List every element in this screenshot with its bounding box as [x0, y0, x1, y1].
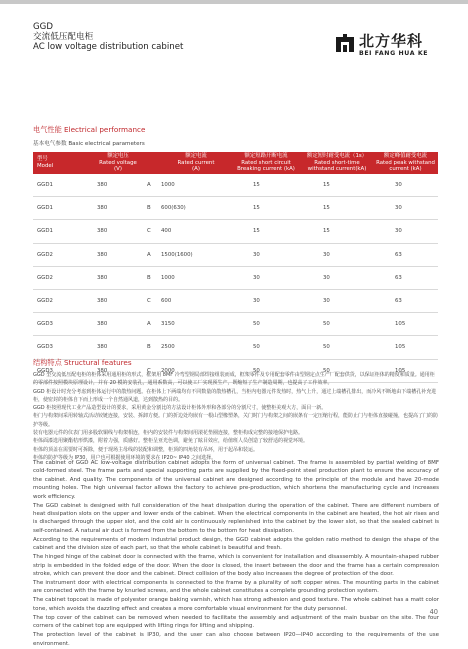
table-cell: 380 [89, 336, 147, 359]
en-paragraph: The top cover of the cabinet can be removed when needed to facilitate the assembly and adjustment of the main busbar on the site. The four corners of the cabinet top are equipped with lifting rings for lifting and shipping. [33, 614, 439, 630]
page-number: 40 [429, 608, 438, 616]
column-header-unit: withstand current(kA) [307, 166, 367, 173]
column-header-cn: 额定电压 [107, 153, 129, 160]
en-paragraph: The hinged hinge of the cabinet door is connected with the frame, which is convenient for installation and disassembly. A mountain-shaped rubber strip is embedded in the folded edge of the door. When the door is closed, the insert between the door and the frame has a certain compression stroke, which can prevent the door and the cabinet. Direct collision of the body also increases the degree of protection of the door. [33, 554, 439, 578]
table-cell: 1000 [161, 174, 231, 197]
table-cell: 15 [301, 220, 373, 243]
table-cell: 50 [301, 336, 373, 359]
table-cell: 380 [89, 359, 147, 382]
en-paragraph: The instrument door with electrical components is connected to the frame by a plurality of soft copper wires. The mounting parts in the cabinet are connected with the frame by knurled screws, and the whole cabinet constitutes a complete grounding protection system. [33, 580, 439, 595]
table-cell: 30 [301, 243, 373, 266]
logo-name-en: BEI FANG HUA KE [359, 50, 429, 57]
column-header-unit: (V) [114, 166, 122, 173]
table-cell: 63 [373, 289, 438, 312]
table-cell: 50 [231, 336, 301, 359]
table-cell: 105 [373, 359, 438, 382]
table-cell: 380 [89, 220, 147, 243]
column-header-unit: (A) [192, 166, 200, 173]
table-row [33, 243, 438, 266]
cn-paragraph: GGD 柜设计时充分考虑到柜体运行中的散热问题。在柜体上下两端均有不同数量的散热槽孔，当柜内电器元件发热时，热气上升，通过上端槽孔排出，而冷风不断地由下端槽孔补充进柜，使密封的柜体自下而上形成一个自然通风道，达到散热的目的。 [33, 388, 437, 403]
electrical-heading: 电气性能 Electrical performance [33, 125, 146, 134]
table-cell: GGD1 [33, 220, 89, 243]
table-cell: B [147, 197, 161, 220]
table-cell: 380 [89, 289, 147, 312]
table-cell: 63 [373, 266, 438, 289]
cn-paragraph: 柜体面漆选用聚酯桔形烘漆，附着力强，质感好。整柜呈亚光色调，避免了眩目效应，给值班人员创造了较舒适的视觉环境。 [33, 438, 309, 445]
table-cell: C [147, 220, 161, 243]
table-row [33, 197, 438, 220]
table-cell: 30 [373, 220, 438, 243]
column-header-en: Rated short circuit [241, 159, 291, 166]
column-header [373, 152, 438, 174]
table-cell: 2000 [161, 359, 231, 382]
cn-paragraph: 柜体的顶盖在需要时可拆除，便于现场主母线的装配和调整，柜顶的四角装有吊环，用于起吊和装运。 [33, 446, 259, 453]
table-row [33, 289, 438, 312]
table-cell: 30 [231, 243, 301, 266]
column-header-en: Rated peak withstand [376, 159, 435, 166]
table-cell: 30 [373, 197, 438, 220]
en-paragraph: The GGD cabinet is designed with full consideration of the heat dissipation during the operation of the cabinet. There are different numbers of heat dissipation slots on the upper and lower ends of the cabinet. When the electrical components in the cabinet are heated, the hot air rises and is discharged through the upper slot, and the cold air is continuously replenished into the cabinet by the lower slot, so that the sealed cabinet is self-contained. A natural air duct is formed from the bottom to the bottom for heat dissipation. [33, 502, 439, 534]
cn-paragraph: 装有电器元件的仪表门用多股软铜线与构架相连，柜内的安装件与构架间用滚花垫圈连接，整柜构成完整的接地保护电路。 [33, 430, 304, 437]
column-header-spacer [147, 152, 161, 174]
top-rule [0, 0, 468, 4]
table-row [33, 266, 438, 289]
table-cell: B [147, 266, 161, 289]
en-paragraph: According to the requirements of modern industrial product design, the GGD cabinet adopts the golden ratio method to design the shape of the cabinet and the division size of each part, so that the whole cabinet is beautiful and fresh. [33, 536, 439, 552]
table-cell: 50 [231, 359, 301, 382]
structural-en-text [33, 459, 439, 649]
table-cell: 380 [89, 174, 147, 197]
table-cell: 600 [161, 289, 231, 312]
table-cell: 15 [301, 197, 373, 220]
table-row [33, 336, 438, 359]
table-header-row [33, 152, 438, 174]
table-cell: 380 [89, 266, 147, 289]
column-header [33, 152, 89, 174]
electrical-subheading: 基本电气参数 Basic electrical parameters [33, 141, 145, 147]
table-cell: 15 [231, 197, 301, 220]
title-cn: 交流低压配电柜 [33, 32, 94, 42]
table-cell: 380 [89, 313, 147, 336]
table-cell: GGD2 [33, 289, 89, 312]
table-cell: 380 [89, 197, 147, 220]
table-cell: 380 [89, 243, 147, 266]
table-cell: 15 [301, 174, 373, 197]
table-cell: GGD3 [33, 313, 89, 336]
table-cell: A [147, 313, 161, 336]
table-cell: 63 [373, 243, 438, 266]
table-cell: 600(630) [161, 197, 231, 220]
table-cell: GGD1 [33, 197, 89, 220]
table-cell: GGD2 [33, 266, 89, 289]
en-paragraph: The cabinet of GGD AC low-voltage distribution cabinet adopts the form of universal cabinet. The frame is assembled by partial welding of 8MF cold-formed steel. The frame parts and special supporting parts are supplied by the fixed-point steel production plant to ensure the accuracy of the cabinet. And quality. The components of the universal cabinet are designed according to the principle of the module and have 20-mode mounting holes. The high universal factor allows the factory to achieve pre-production, which shortens the manufacturing cycle and increases work efficiency. [33, 460, 439, 500]
table-cell: 30 [373, 174, 438, 197]
table-cell: A [147, 174, 161, 197]
column-header [231, 152, 301, 174]
table-cell: 30 [301, 266, 373, 289]
product-code: GGD [33, 22, 53, 32]
column-header-cn: 额定短路开断电流 [244, 153, 288, 160]
column-header-en: Rated short-time [314, 159, 360, 166]
table-cell: 1500(1600) [161, 243, 231, 266]
table-cell: 30 [231, 266, 301, 289]
parameters-table [33, 152, 438, 383]
table-cell: 3150 [161, 313, 231, 336]
column-header-cn: 额定短时耐受电流（1s） [306, 153, 368, 160]
table-cell: GGD2 [33, 243, 89, 266]
table-cell: 400 [161, 220, 231, 243]
table-cell: 50 [231, 313, 301, 336]
table-cell: 1000 [161, 266, 231, 289]
column-header-cn: 额定电流 [185, 153, 207, 160]
table-cell: 105 [373, 313, 438, 336]
column-header [301, 152, 373, 174]
table-cell: 30 [301, 289, 373, 312]
cn-paragraph: GGD 型交流低压配电柜的柜体采用通用柜的形式，框架用 8MF 冷弯型钢局部焊接组装而成，框架零件及专用配套零件由型钢定点生产厂配套供货，以保证柜体的精度和质量。通用柜的零部件按照模块原理设计，并有 20 模的安装孔，通用系数高，可以使工厂实现预生产，既缩短了生产制造周期，也提高了工作效率。 [33, 372, 435, 387]
column-header-en: Model [37, 163, 54, 169]
cn-paragraph: 柜门与构架间采用转轴式活动铰链连接，安装、拆卸方便。门的折边处均嵌有一根山型橡塑条，关门时门与构架之间的嵌条有一定压缩行程，能防止门与柜体直接碰撞，也提高了门的防护等级。 [33, 413, 439, 428]
logo-name-cn: 北方华科 [359, 32, 424, 50]
column-header [161, 152, 231, 174]
table-cell: GGD3 [33, 336, 89, 359]
table-cell: B [147, 336, 161, 359]
table-cell: 50 [301, 313, 373, 336]
table-cell: 15 [231, 220, 301, 243]
column-header-unit: Breaking current (kA) [237, 166, 295, 173]
table-cell: GGD1 [33, 174, 89, 197]
table-cell: A [147, 243, 161, 266]
cn-paragraph: 柜体的防护等级为 IP30，用户也可根据使用环境的要求在 IP20~ IP40 之间选择。 [33, 454, 217, 461]
structural-cn-text [33, 371, 439, 462]
column-header-cn: 型号 [37, 156, 48, 163]
table-body [33, 174, 438, 382]
en-paragraph: The protection level of the cabinet is IP30, and the user can also choose between IP20—IP40 according to the requirements of the use environment. [33, 632, 439, 647]
table-cell: C [147, 359, 161, 382]
table-cell: GGD3 [33, 359, 89, 382]
column-header [89, 152, 147, 174]
column-header-en: Rated current [177, 159, 215, 166]
structural-heading: 结构特点 Structural features [33, 358, 132, 367]
table-row [33, 220, 438, 243]
table-row [33, 313, 438, 336]
en-paragraph: The cabinet topcoat is made of polyester orange baking varnish, which has strong adhesion and good texture. The whole cabinet has a matt color tone, which avoids the dazzling effect and creates a more comfortable visual environment for the duty personnel. [33, 597, 439, 612]
table-cell: 15 [231, 174, 301, 197]
table-cell: 50 [301, 359, 373, 382]
company-logo [334, 30, 438, 64]
title-en: AC low voltage distribution cabinet [33, 42, 184, 52]
table-cell: 30 [231, 289, 301, 312]
logo-mark-icon [334, 32, 356, 54]
table-cell: 105 [373, 336, 438, 359]
table-cell: 2500 [161, 336, 231, 359]
header [33, 22, 183, 52]
column-header-en: Rated voltage [99, 159, 137, 166]
column-header-cn: 额定峰值耐受电流 [383, 153, 428, 160]
table-cell: C [147, 289, 161, 312]
table-row [33, 174, 438, 197]
cn-paragraph: GGD 柜按照现代工业产品造型设计的要求，采用黄金分割比的方法设计柜体外形和各部分的分割尺寸，使整柜美观大方，面目一新。 [33, 405, 327, 412]
column-header-unit: current (kA) [389, 166, 422, 173]
